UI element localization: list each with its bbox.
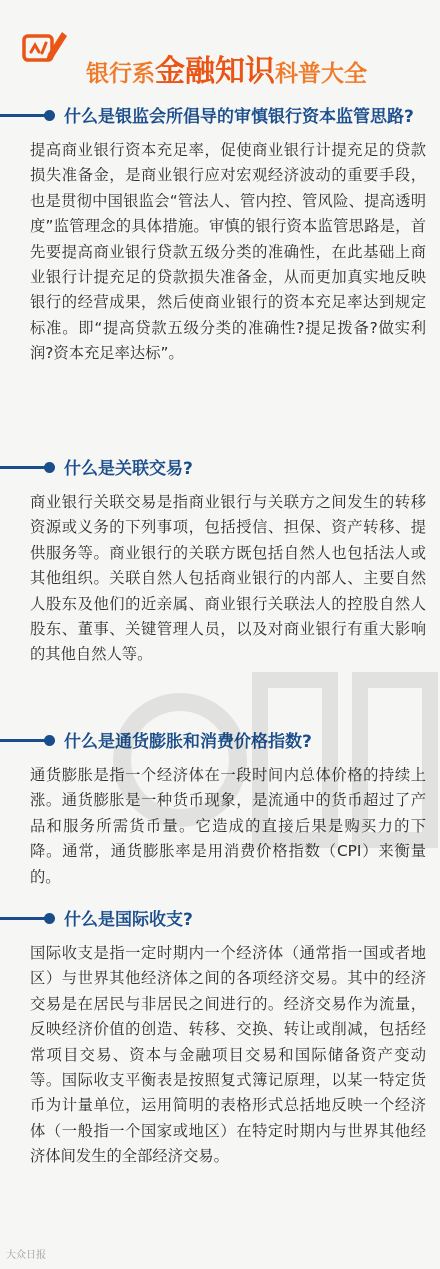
qa-section-3: [0, 725, 440, 890]
page-title: [86, 46, 367, 90]
heading-line-decoration: [0, 917, 48, 920]
question-text: 什么是关联交易?: [64, 459, 193, 479]
bullet-dot-icon: [44, 735, 55, 746]
bullet-dot-icon: [44, 462, 55, 473]
answer-text: 商业银行关联交易是指商业银行与关联方之间发生的转移资源或义务的下列事项，包括授信、担保、资产转移、提供服务等。商业银行的关联方既包括自然人也包括法人或其他组织。关联自然人包括商业银行的内部人、主要自然人股东及他们的近亲属、商业银行关联法人的控股自然人股东、董事、关键管理人员，以及对商业银行有重大影响的其他自然人等。: [30, 493, 426, 664]
question-heading: [0, 725, 440, 755]
title-part-2: 金融知识: [155, 54, 275, 89]
answer-text: 国际收支是指一定时期内一个经济体（通常指一国或者地区）与世界其他经济体之间的各项经济交易。其中的经济交易是在居民与非居民之间进行的。经济交易作为流量，反映经济价值的创造、转移、交换、转让或削减，包括经常项目交易、资本与金融项目交易和国际储备资产变动等。国际收支平衡表是按照复式簿记原理，以某一特定货币为计量单位，运用简明的表格形式总括地反映一个经济体（一般指一个国家或地区）在特定时期内与世界其他经济体间发生的全部经济交易。: [30, 944, 426, 1166]
answer-text: 提高商业银行资本充足率，促使商业银行计提充足的贷款损失准备金，是商业银行应对宏观经济波动的重要手段，也是贯彻中国银监会“管法人、管内控、管风险、提高透明度”监管理念的具体措施。审慎的银行资本监管思路是，首先要提高商业银行贷款五级分类的准确性，在此基础上商业银行计提充足的贷款损失准备金，从而更加真实地反映银行的经营成果，然后使商业银行的资本充足率达到规定标准。即“提高贷款五级分类的准确性?提足拨备?做实利润?资本充足率达标”。: [30, 141, 426, 363]
bullet-dot-icon: [44, 110, 55, 121]
question-heading: [0, 100, 440, 130]
qa-section-1: [0, 100, 440, 367]
question-text: 什么是通货膨胀和消费价格指数?: [64, 732, 312, 752]
qa-section-4: [0, 903, 440, 1170]
pencil-note-icon: [22, 26, 68, 68]
answer-text: 通货膨胀是指一个经济体在一段时间内总体价格的持续上涨。通货膨胀是一种货币现象，是流通中的货币超过了产品和服务所需货币量。它造成的直接后果是购买力的下降。通常，通货膨胀率是用消费价格指数（CPI）来衡量的。: [30, 766, 426, 886]
question-heading: [0, 903, 440, 933]
bullet-dot-icon: [44, 913, 55, 924]
heading-line-decoration: [0, 114, 48, 117]
question-text: 什么是国际收支?: [64, 910, 193, 930]
question-text: 什么是银监会所倡导的审慎银行资本监管思路?: [64, 107, 414, 127]
title-part-1: 银行系: [86, 61, 155, 87]
title-part-3: 科普大全: [275, 61, 367, 87]
question-heading: [0, 452, 440, 482]
heading-line-decoration: [0, 739, 48, 742]
header: [0, 0, 440, 100]
source-watermark: 大众日报: [6, 1250, 46, 1261]
qa-section-2: [0, 452, 440, 668]
heading-line-decoration: [0, 466, 48, 469]
